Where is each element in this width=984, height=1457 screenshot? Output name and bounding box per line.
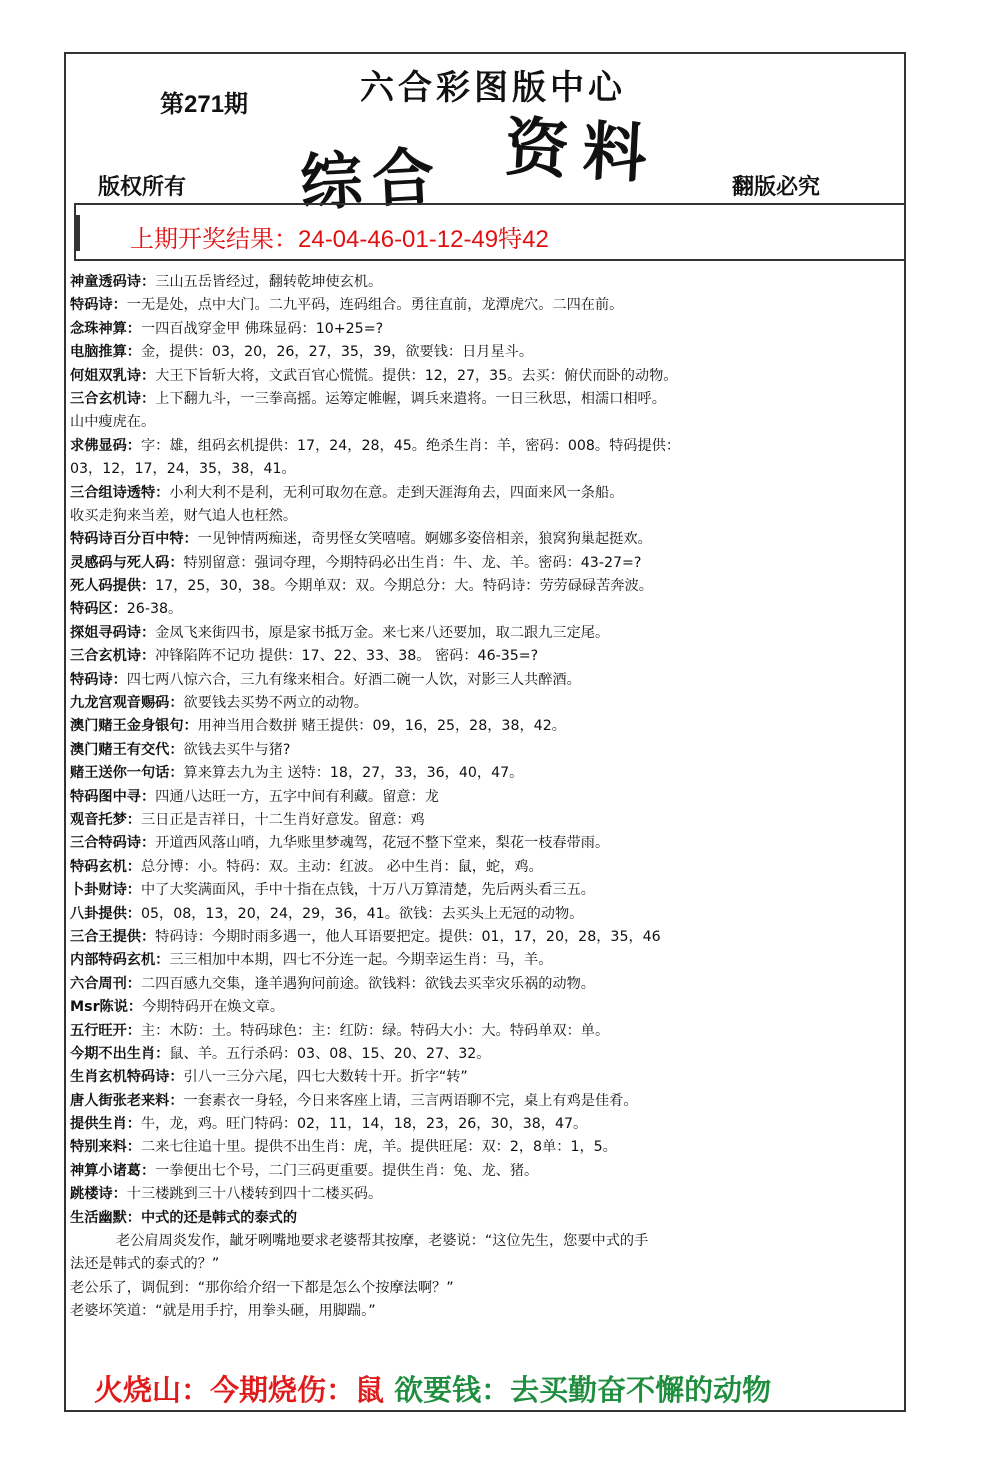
- content-area: [70, 271, 896, 1324]
- line-text: 山中瘦虎在。: [70, 414, 156, 431]
- content-line: [70, 669, 896, 692]
- line-text: 一无是处，点中大门。二九平码，连码组合。勇往直前，龙潭虎穴。二四在前。: [126, 297, 624, 314]
- line-label: Msr陈说：: [70, 999, 143, 1016]
- line-text: 一四百战穿金甲 佛珠显码：10+25=?: [140, 320, 384, 337]
- last-result: 上期开奖结果：24-04-46-01-12-49特42: [130, 226, 549, 253]
- content-line: [70, 435, 896, 458]
- line-text: 鼠、羊。五行杀码：03、08、15、20、27、32。: [169, 1045, 491, 1062]
- line-label: 九龙宫观音赐码：: [70, 695, 184, 712]
- line-label: 特码玄机：: [70, 858, 141, 875]
- line-text: 欲钱去买牛与猪?: [183, 741, 291, 758]
- line-label: 内部特码玄机：: [70, 952, 170, 969]
- content-lines: [70, 271, 896, 1207]
- line-label: 提供生肖：: [70, 1116, 141, 1133]
- content-line: [70, 1090, 896, 1113]
- content-line: [70, 598, 896, 621]
- content-line: [70, 388, 896, 411]
- content-line: [70, 552, 896, 575]
- content-line: [70, 832, 896, 855]
- content-line: [70, 482, 896, 505]
- line-text: 中了大奖满面风，手中十指在点钱，十万八万算清楚，先后两头看三五。: [140, 882, 595, 899]
- center-title: 六合彩图版中心: [360, 68, 626, 108]
- line-label: 特别来料：: [70, 1139, 141, 1156]
- content-line: [70, 1043, 896, 1066]
- copyright-right: 翻版必究: [732, 175, 821, 200]
- content-line: [70, 879, 896, 902]
- line-text: 引八一三分六尾，四七大数转十开。折字“转”: [183, 1069, 468, 1086]
- line-label: 念珠神算：: [70, 320, 141, 337]
- line-text: 二四百感九交集，逢羊遇狗问前途。欲钱料：欲钱去买幸灾乐祸的动物。: [140, 975, 595, 992]
- joke-paragraph: 老公肩周炎发作，龇牙咧嘴地要求老婆帮其按摩，老婆说：“这位先生，您要中式的手: [116, 1233, 649, 1250]
- content-line: [70, 786, 896, 809]
- line-label: 特码图中寻：: [70, 788, 156, 805]
- joke-line: 老婆坏笑道：“就是用手拧，用拳头砸，用脚踹。”: [70, 1303, 376, 1320]
- content-line: [70, 575, 896, 598]
- line-text: 上下翻九斗，一三拳高摇。运筹定帷幄，调兵来遣将。一日三秋思，相濡口相呼。: [155, 390, 666, 407]
- content-line: [70, 996, 896, 1019]
- line-text: 金，提供：03，20，26，27，35，39，欲要钱：日月星斗。: [140, 344, 534, 361]
- line-text: 今期特码开在焕文章。: [142, 999, 285, 1016]
- line-text: 一套素衣一身轻，今日来客座上请，三言两语聊不完，桌上有鸡是佳肴。: [183, 1092, 638, 1109]
- content-line: [70, 622, 896, 645]
- line-label: 灵感码与死人码：: [70, 554, 184, 571]
- content-line: [70, 318, 896, 341]
- line-label: 特码诗：: [70, 297, 127, 314]
- content-line: [70, 1160, 896, 1183]
- line-label: 神童透码诗：: [70, 274, 156, 290]
- content-line: [70, 762, 896, 785]
- line-text: 冲锋陷阵不记功 提供：17、22、33、38。 密码：46-35=?: [155, 648, 539, 665]
- content-line: [70, 411, 896, 434]
- content-line: [70, 458, 896, 481]
- content-line: [70, 715, 896, 738]
- line-text: 05，08，13，20，24，29，36，41。欲钱：去买头上无冠的动物。: [140, 905, 584, 922]
- line-text: 小利大利不是利，无利可取勿在意。走到天涯海角去，四面来风一条船。: [169, 484, 624, 501]
- line-label: 三合玄机诗：: [70, 390, 156, 407]
- line-label: 三合玄机诗：: [70, 648, 156, 665]
- line-label: 电脑推算：: [70, 344, 141, 361]
- line-label: 澳门赌王金身银句：: [70, 718, 198, 735]
- line-label: 死人码提供：: [70, 578, 156, 595]
- line-text: 四七两八惊六合，三九有缘来相合。好酒二碗一人饮，对影三人共醉酒。: [126, 671, 581, 688]
- content-line: [70, 1066, 896, 1089]
- line-label: 何姐双乳诗：: [70, 367, 156, 384]
- bottom-banner-green: 欲要钱：去买勤奋不懈的动物: [394, 1373, 772, 1407]
- line-label: 八卦提供：: [70, 905, 141, 922]
- line-text: 四通八达旺一方，五字中间有利藏。留意：龙: [155, 788, 439, 805]
- line-text: 主：木防：土。特码球色：主：红防：绿。特码大小：大。特码单双：单。: [140, 1022, 610, 1039]
- line-text: 三山五岳皆经过，翻转乾坤使玄机。: [155, 274, 383, 290]
- content-line: [70, 528, 896, 551]
- content-line: [70, 903, 896, 926]
- line-text: 特码诗：今期时雨多遇一，他人耳语要把定。提供：01，17，20，28，35，46: [155, 928, 661, 945]
- line-label: 三合组诗透特：: [70, 484, 170, 501]
- content-line: [70, 645, 896, 668]
- joke-paragraph-cont: 法还是韩式的泰式的？”: [70, 1256, 220, 1273]
- line-text: 大王下旨斩大将，文武百官心慌慌。提供：12，27，35。去买：俯伏而卧的动物。: [155, 367, 678, 384]
- line-text: 三日正是吉祥日，十二生肖好意发。留意：鸡: [140, 811, 425, 828]
- content-line: [70, 294, 896, 317]
- line-text: 17，25，30，38。今期单双：双。今期总分：大。特码诗：劳劳碌碌苦奔波。: [155, 578, 653, 595]
- line-label: 今期不出生肖：: [70, 1045, 170, 1062]
- line-text: 牛，龙，鸡。旺门特码：02，11，14，18，23，26，30，38，47。: [140, 1116, 588, 1133]
- content-line: [70, 692, 896, 715]
- line-label: 探姐寻码诗：: [70, 624, 156, 641]
- line-text: 总分博：小。特码：双。主动：红波。 必中生肖：鼠，蛇，鸡。: [140, 858, 543, 875]
- content-line: [70, 856, 896, 879]
- line-text: 二来七往追十里。提供不出生肖：虎，羊。提供旺尾：双：2，8单：1，5。: [140, 1139, 617, 1156]
- line-label: 特码区：: [70, 601, 127, 618]
- line-label: 卜卦财诗：: [70, 882, 141, 899]
- line-text: 开道西风落山哨，九华账里梦魂驾，花冠不整下堂来，梨花一枝春带雨。: [155, 835, 610, 852]
- issue-number: 第271期: [160, 91, 249, 118]
- line-label: 赌王送你一句话：: [70, 765, 184, 782]
- content-line: [70, 1183, 896, 1206]
- content-line: [70, 1136, 896, 1159]
- line-label: 三合王提供：: [70, 928, 156, 945]
- content-line: [70, 341, 896, 364]
- content-line: [70, 809, 896, 832]
- line-text: 十三楼跳到三十八楼转到四十二楼买码。: [126, 1186, 383, 1203]
- line-text: 金凤飞来街四书，原是家书抵万金。来七来八还要加，取二跟九三定尾。: [155, 624, 610, 641]
- line-text: 欲要钱去买势不两立的动物。: [183, 695, 368, 712]
- joke-title: 生活幽默：中式的还是韩式的泰式的: [70, 1209, 298, 1226]
- line-text: 用神当用合数拼 赌王提供：09，16，25，28，38，42。: [197, 718, 566, 735]
- line-label: 唐人街张老来料：: [70, 1092, 184, 1109]
- line-text: 26-38。: [126, 601, 183, 618]
- line-label: 神算小诸葛：: [70, 1162, 156, 1179]
- line-label: 澳门赌王有交代：: [70, 741, 184, 758]
- line-label: 求佛显码：: [70, 437, 141, 454]
- line-text: 算来算去九为主 送特：18，27，33，36，40，47。: [183, 765, 524, 782]
- joke-line: 老公乐了，调侃到：“那你给介绍一下都是怎么个按摩法啊？”: [70, 1279, 454, 1296]
- line-text: 三三相加中本期，四七不分连一起。今期幸运生肖：马，羊。: [169, 952, 553, 969]
- line-label: 五行旺开：: [70, 1022, 141, 1039]
- content-line: [70, 926, 896, 949]
- content-line: [70, 949, 896, 972]
- bottom-banner-red: 火烧山：今期烧伤：鼠: [94, 1373, 385, 1407]
- line-text: 特别留意：强词夺理，今期特码必出生肖：牛、龙、羊。密码：43-27=?: [183, 554, 642, 571]
- line-text: 一见钟情两痴迷，奇男怪女笑嘻嘻。婀娜多姿倍相亲，狼窝狗巢起挺欢。: [197, 531, 652, 548]
- content-line: [70, 271, 896, 294]
- copyright-left: 版权所有: [98, 175, 187, 200]
- content-line: [70, 1020, 896, 1043]
- content-line: [70, 365, 896, 388]
- big-title-left: 综合: [298, 139, 447, 220]
- big-title-right: 资料: [502, 109, 663, 194]
- line-label: 跳楼诗：: [70, 1186, 127, 1203]
- line-label: 特码诗百分百中特：: [70, 531, 198, 548]
- line-label: 六合周刊：: [70, 975, 141, 992]
- line-label: 观音托梦：: [70, 811, 141, 828]
- content-line: [70, 739, 896, 762]
- line-text: 一拳便出七个号，二门三码更重要。提供生肖：兔、龙、猪。: [155, 1162, 539, 1179]
- line-label: 三合特码诗：: [70, 835, 156, 852]
- content-line: [70, 973, 896, 996]
- content-line: [70, 505, 896, 528]
- line-text: 03，12，17，24，35，38，41。: [70, 461, 296, 478]
- bottom-banner: [94, 1368, 771, 1409]
- line-text: 字：雄，组码玄机提供：17，24，28，45。绝杀生肖：羊，密码：008。特码提供：: [140, 437, 681, 454]
- line-label: 生肖玄机特码诗：: [70, 1069, 184, 1086]
- line-label: 特码诗：: [70, 671, 127, 688]
- content-line: [70, 1113, 896, 1136]
- line-text: 收买走狗来当差，财气追人也枉然。: [70, 507, 298, 524]
